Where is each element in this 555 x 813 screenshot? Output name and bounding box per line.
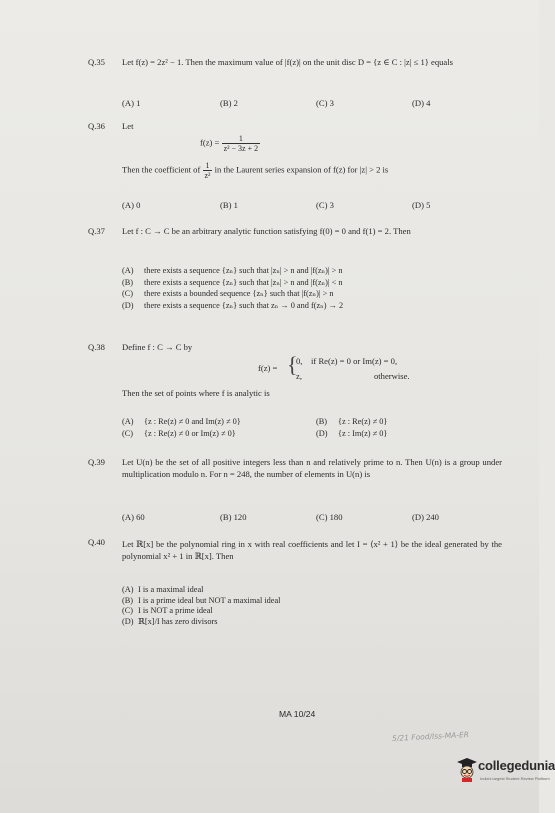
equation-lhs: f(z) = (200, 137, 220, 148)
options-grid (122, 416, 512, 440)
option-b: (B) 1 (220, 200, 238, 210)
question-number: Q.39 (88, 457, 105, 467)
logo-wordmark: collegedunia (478, 758, 555, 773)
option-a: (A) 1 (122, 98, 141, 108)
question-number: Q.40 (88, 537, 105, 547)
option-c: (C) {z : Re(z) ≠ 0 or Im(z) ≠ 0} (122, 429, 236, 438)
option-c: (C) 3 (316, 98, 334, 108)
option-a: (A) 0 (122, 200, 141, 210)
brace: { (287, 352, 298, 377)
option-b: (B) there exists a sequence {zₙ} such that |zₙ| > n and |f(zₙ)| < n (122, 277, 343, 287)
question-number: Q.38 (88, 342, 105, 352)
option-d: (D) there exists a sequence {zₙ} such that zₙ → 0 and f(zₙ) → 2 (122, 300, 344, 310)
option-d: (D) ℝ[x]/I has zero divisors (122, 616, 218, 626)
logo-tagline: India's largest Student Review Platform (480, 776, 550, 781)
option-d: (D) 5 (412, 200, 431, 210)
handwritten-note: 5/21 Food/Iss-MA-ER (391, 729, 470, 744)
option-d: (D) {z : Im(z) ≠ 0} (316, 429, 388, 438)
graduate-mascot-icon (456, 757, 478, 783)
question-text: Then the set of points where f is analytic is (122, 388, 270, 398)
fraction: $\frac{1}{\text{z²}}$ (204, 161, 211, 180)
question-number: Q.37 (88, 226, 105, 236)
piecewise-lhs: f(z) = (258, 363, 278, 373)
question-text: Let ℝ[x] be the polynomial ring in x with real coefficients and let I = ⟨x² + 1⟩ be the ideal generated by the polynomial x² + 1 in ℝ[x]. Then (122, 539, 502, 561)
option-b: (B) {z : Re(z) ≠ 0} (316, 417, 388, 426)
question-number: Q.36 (88, 121, 105, 131)
question-text: Let (122, 121, 134, 131)
option-c: (C) 180 (316, 512, 343, 522)
question-text: Let f : C → C be an arbitrary analytic function satisfying f(0) = 0 and f(1) = 2. Then (122, 226, 411, 236)
option-c: (C) I is NOT a prime ideal (122, 606, 213, 615)
question-text: Let f(z) = 2z² − 1. Then the maximum value of |f(z)| on the unit disc D = {z ∈ C : |z| ≤ 1} equals (122, 57, 453, 67)
collegedunia-logo (456, 755, 555, 795)
option-a: (A) I is a maximal ideal (122, 585, 204, 594)
page-number: MA 10/24 (279, 709, 316, 719)
question-number: Q.35 (88, 57, 105, 67)
option-b: (B) 2 (220, 98, 238, 108)
option-c: (C) there exists a bounded sequence {zₙ} such that |f(zₙ)| > n (122, 289, 334, 298)
piecewise-case-2: z, otherwise. (296, 371, 410, 381)
question-text: Then the coefficient of $\frac{1}{\text{z²}}$ in the Laurent series expansion of f(z) for |z| > 2 is (122, 161, 389, 180)
options-list (122, 265, 343, 311)
fraction (222, 134, 261, 153)
question-text: Let U(n) be the set of all positive integers less than n and relatively prime to n. Then U(n) is a group under multiplication modulo n. For n = 248, the number of elements in U(n) is (122, 457, 502, 479)
fraction-denominator: z² − 3z + 2 (223, 144, 259, 153)
option-c: (C) 3 (316, 200, 334, 210)
options-list (122, 585, 280, 627)
option-a: (A) 60 (122, 512, 145, 522)
equation (200, 134, 260, 153)
option-b: (B) I is a prime ideal but NOT a maximal ideal (122, 595, 281, 605)
piecewise-case-1: 0, if Re(z) = 0 or Im(z) = 0, (296, 356, 398, 366)
question-text: Define f : C → C by (122, 342, 193, 352)
option-d: (D) 4 (412, 98, 431, 108)
option-b: (B) 120 (220, 512, 247, 522)
option-d: (D) 240 (412, 512, 439, 522)
option-a: (A) {z : Re(z) ≠ 0 and Im(z) ≠ 0} (122, 417, 241, 426)
fraction-numerator: 1 (222, 134, 261, 144)
option-a: (A) there exists a sequence {zₙ} such that |zₙ| > n and |f(zₙ)| > n (122, 266, 343, 275)
